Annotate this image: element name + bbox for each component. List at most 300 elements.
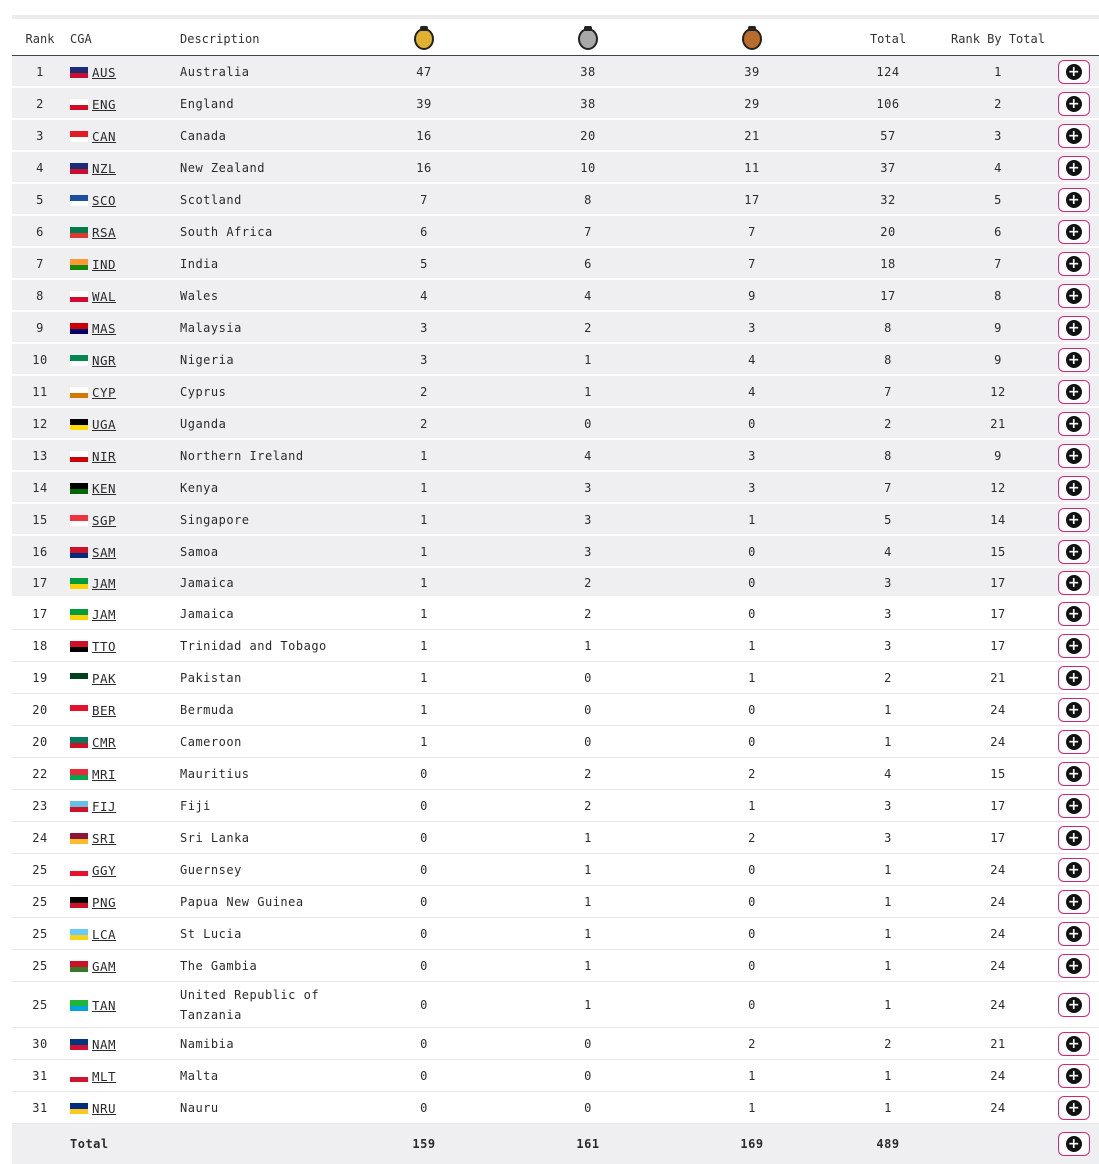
row-gold: 1 [420, 671, 428, 685]
plus-circle-icon: + [1067, 1068, 1081, 1084]
row-rank: 12 [32, 417, 48, 431]
row-description: Samoa [180, 545, 219, 559]
expand-row-button[interactable] [1058, 571, 1090, 595]
row-bronze: 1 [748, 799, 756, 813]
row-description: England [180, 97, 235, 111]
country-code-link[interactable]: SAM [92, 544, 117, 560]
flag-icon [70, 515, 88, 526]
row-rank-by-total: 24 [990, 703, 1006, 717]
plus-circle-icon: + [1067, 766, 1081, 782]
plus-circle-icon: + [1067, 862, 1081, 878]
row-cga [70, 152, 180, 184]
row-description: Namibia [180, 1037, 235, 1051]
row-gold: 2 [420, 417, 428, 431]
plus-circle-icon: + [1067, 192, 1081, 208]
country-code-link[interactable]: MAS [92, 320, 117, 336]
row-silver: 4 [584, 449, 592, 463]
expand-row-button[interactable] [1058, 316, 1090, 340]
row-rank-by-total: 24 [990, 959, 1006, 973]
country-code-link[interactable]: AUS [92, 64, 117, 80]
country-code-link[interactable]: RSA [92, 224, 117, 240]
row-description: Fiji [180, 799, 211, 813]
row-gold: 3 [420, 353, 428, 367]
row-gold: 39 [416, 97, 432, 111]
row-rank: 2 [36, 97, 44, 111]
row-rank-by-total: 4 [994, 161, 1002, 175]
country-code-link[interactable]: KEN [92, 480, 117, 496]
expand-row-button[interactable] [1058, 124, 1090, 148]
row-rank-by-total: 17 [990, 831, 1006, 845]
bronze-medal-icon [742, 28, 762, 50]
row-bronze: 11 [744, 161, 760, 175]
flag-icon [70, 131, 88, 142]
row-rank: 15 [32, 513, 48, 527]
row-description: Sri Lanka [180, 831, 250, 845]
row-description: The Gambia [180, 959, 258, 973]
row-cga [70, 790, 180, 822]
row-cga [70, 472, 180, 504]
flag-icon [70, 163, 88, 174]
expand-row-button[interactable] [1058, 60, 1090, 84]
row-gold: 16 [416, 129, 432, 143]
row-bronze: 0 [748, 895, 756, 909]
table-row [12, 120, 1099, 152]
header-description: Description [180, 31, 260, 46]
expand-row-button[interactable] [1058, 1032, 1090, 1056]
row-rank-by-total: 21 [990, 671, 1006, 685]
row-gold: 0 [420, 831, 428, 845]
row-cga [70, 56, 180, 88]
row-cga [70, 598, 180, 630]
row-rank: 6 [36, 225, 44, 239]
row-silver: 1 [584, 385, 592, 399]
row-description: Singapore [180, 513, 250, 527]
row-total: 7 [884, 481, 892, 495]
row-rank: 5 [36, 193, 44, 207]
row-bronze: 1 [748, 1101, 756, 1115]
row-description: United Republic of Tanzania [180, 988, 320, 1022]
expand-row-button[interactable] [1058, 602, 1090, 626]
totals-total: 489 [876, 1137, 900, 1151]
country-code-link[interactable]: NRU [92, 1100, 117, 1116]
plus-circle-icon: + [1067, 894, 1081, 910]
expand-row-button[interactable] [1058, 284, 1090, 308]
row-rank: 9 [36, 321, 44, 335]
flag-icon [70, 929, 88, 940]
country-code-link[interactable]: TTO [92, 638, 117, 654]
row-rank-by-total: 9 [994, 449, 1002, 463]
row-cga [70, 88, 180, 120]
row-rank-by-total: 17 [990, 607, 1006, 621]
row-bronze: 39 [744, 65, 760, 79]
plus-circle-icon: + [1067, 1036, 1081, 1052]
row-silver: 10 [580, 161, 596, 175]
expand-totals-button[interactable] [1058, 1132, 1090, 1156]
row-rank: 25 [32, 927, 48, 941]
row-rank-by-total: 24 [990, 1101, 1006, 1115]
flag-icon [70, 641, 88, 652]
row-rank-by-total: 7 [994, 257, 1002, 271]
row-rank: 14 [32, 481, 48, 495]
row-cga [70, 440, 180, 472]
flag-icon [70, 323, 88, 334]
row-bronze: 2 [748, 831, 756, 845]
country-code-link[interactable]: CMR [92, 734, 117, 750]
expand-row-button[interactable] [1058, 1064, 1090, 1088]
row-silver: 8 [584, 193, 592, 207]
row-rank-by-total: 24 [990, 998, 1006, 1012]
row-gold: 0 [420, 799, 428, 813]
plus-circle-icon: + [1067, 512, 1081, 528]
row-gold: 0 [420, 1101, 428, 1115]
row-gold: 0 [420, 1069, 428, 1083]
table-row [12, 822, 1099, 854]
row-bronze: 0 [748, 998, 756, 1012]
row-total: 37 [880, 161, 896, 175]
row-total: 2 [884, 671, 892, 685]
row-description: Cameroon [180, 735, 242, 749]
row-total: 1 [884, 735, 892, 749]
row-silver: 1 [584, 353, 592, 367]
row-bronze: 0 [748, 959, 756, 973]
row-cga [70, 120, 180, 152]
row-gold: 1 [420, 703, 428, 717]
expand-row-button[interactable] [1058, 92, 1090, 116]
flag-icon [70, 737, 88, 748]
row-silver: 0 [584, 417, 592, 431]
plus-circle-icon: + [1067, 96, 1081, 112]
row-silver: 1 [584, 927, 592, 941]
expand-row-button[interactable] [1058, 252, 1090, 276]
flag-icon [70, 483, 88, 494]
row-cga [70, 344, 180, 376]
country-code-link[interactable]: SGP [92, 512, 117, 528]
row-rank-by-total: 2 [994, 97, 1002, 111]
table-row [12, 886, 1099, 918]
row-silver: 3 [584, 481, 592, 495]
row-total: 1 [884, 927, 892, 941]
table-row [12, 248, 1099, 280]
row-rank-by-total: 24 [990, 895, 1006, 909]
row-rank: 7 [36, 257, 44, 271]
country-code-link[interactable]: NAM [92, 1036, 117, 1052]
plus-circle-icon: + [1067, 997, 1081, 1013]
row-silver: 0 [584, 735, 592, 749]
expand-row-button[interactable] [1058, 634, 1090, 658]
plus-circle-icon: + [1067, 448, 1081, 464]
row-bronze: 4 [748, 353, 756, 367]
row-silver: 1 [584, 895, 592, 909]
table-row [12, 854, 1099, 886]
row-total: 1 [884, 703, 892, 717]
row-description: Canada [180, 129, 227, 143]
expand-row-button[interactable] [1058, 826, 1090, 850]
country-code-link[interactable]: WAL [92, 288, 117, 304]
row-bronze: 0 [748, 703, 756, 717]
row-gold: 1 [420, 449, 428, 463]
row-silver: 0 [584, 1069, 592, 1083]
row-rank-by-total: 17 [990, 639, 1006, 653]
row-total: 1 [884, 863, 892, 877]
row-cga [70, 568, 180, 598]
row-silver: 2 [584, 607, 592, 621]
flag-icon [70, 259, 88, 270]
row-total: 3 [884, 831, 892, 845]
plus-circle-icon: + [1067, 224, 1081, 240]
plus-circle-icon: + [1067, 958, 1081, 974]
plus-circle-icon: + [1067, 702, 1081, 718]
row-rank: 16 [32, 545, 48, 559]
table-row [12, 950, 1099, 982]
table-row [12, 408, 1099, 440]
row-cga [70, 184, 180, 216]
row-rank-by-total: 9 [994, 353, 1002, 367]
row-rank: 25 [32, 959, 48, 973]
row-bronze: 1 [748, 671, 756, 685]
row-total: 3 [884, 576, 892, 590]
row-description: Wales [180, 289, 219, 303]
country-code-link[interactable]: CAN [92, 128, 117, 144]
country-code-link[interactable]: MRI [92, 766, 117, 782]
row-total: 1 [884, 1069, 892, 1083]
row-gold: 16 [416, 161, 432, 175]
row-rank-by-total: 12 [990, 385, 1006, 399]
row-gold: 0 [420, 998, 428, 1012]
plus-circle-icon: + [1067, 128, 1081, 144]
expand-row-button[interactable] [1058, 762, 1090, 786]
expand-row-button[interactable] [1058, 794, 1090, 818]
row-gold: 0 [420, 1037, 428, 1051]
row-description: India [180, 257, 219, 271]
expand-row-button[interactable] [1058, 698, 1090, 722]
flag-icon [70, 451, 88, 462]
table-row [12, 662, 1099, 694]
row-total: 7 [884, 385, 892, 399]
row-rank: 19 [32, 671, 48, 685]
row-silver: 4 [584, 289, 592, 303]
flag-icon [70, 1000, 88, 1011]
expand-row-button[interactable] [1058, 188, 1090, 212]
row-description: Mauritius [180, 767, 250, 781]
row-total: 8 [884, 449, 892, 463]
plus-circle-icon: + [1067, 320, 1081, 336]
row-silver: 6 [584, 257, 592, 271]
row-gold: 1 [420, 735, 428, 749]
country-code-link[interactable]: NIR [92, 448, 117, 464]
expand-row-button[interactable] [1058, 954, 1090, 978]
flag-icon [70, 897, 88, 908]
row-silver: 0 [584, 703, 592, 717]
row-gold: 4 [420, 289, 428, 303]
expand-row-button[interactable] [1058, 380, 1090, 404]
row-rank: 20 [32, 735, 48, 749]
country-code-link[interactable]: SCO [92, 192, 117, 208]
country-code-link[interactable]: PNG [92, 894, 117, 910]
flag-icon [70, 801, 88, 812]
table-row [12, 982, 1099, 1028]
flag-icon [70, 961, 88, 972]
expand-row-button[interactable] [1058, 476, 1090, 500]
row-cga [70, 504, 180, 536]
row-silver: 7 [584, 225, 592, 239]
row-cga [70, 726, 180, 758]
table-row [12, 918, 1099, 950]
row-total: 17 [880, 289, 896, 303]
plus-circle-icon: + [1067, 798, 1081, 814]
table-row [12, 726, 1099, 758]
totals-gold: 159 [412, 1137, 436, 1151]
row-gold: 2 [420, 385, 428, 399]
expand-row-button[interactable] [1058, 1096, 1090, 1120]
row-rank: 13 [32, 449, 48, 463]
row-bronze: 21 [744, 129, 760, 143]
row-cga [70, 694, 180, 726]
row-rank: 4 [36, 161, 44, 175]
expand-row-button[interactable] [1058, 540, 1090, 564]
row-bronze: 0 [748, 735, 756, 749]
table-row [12, 152, 1099, 184]
expand-row-button[interactable] [1058, 444, 1090, 468]
country-code-link[interactable]: PAK [92, 670, 117, 686]
country-code-link[interactable]: CYP [92, 384, 117, 400]
row-silver: 0 [584, 1101, 592, 1115]
row-gold: 7 [420, 193, 428, 207]
flag-icon [70, 673, 88, 684]
row-description: Jamaica [180, 576, 235, 590]
country-code-link[interactable]: GGY [92, 862, 117, 878]
row-cga [70, 630, 180, 662]
row-rank: 31 [32, 1069, 48, 1083]
row-description: Malta [180, 1069, 219, 1083]
country-code-link[interactable]: LCA [92, 926, 117, 942]
expand-row-button[interactable] [1058, 412, 1090, 436]
row-silver: 38 [580, 97, 596, 111]
row-total: 8 [884, 321, 892, 335]
row-description: Nauru [180, 1101, 219, 1115]
country-code-link[interactable]: ENG [92, 96, 117, 112]
table-row [12, 216, 1099, 248]
country-code-link[interactable]: FIJ [92, 798, 117, 814]
country-code-link[interactable]: GAM [92, 958, 117, 974]
table-row [12, 184, 1099, 216]
expand-row-button[interactable] [1058, 156, 1090, 180]
country-code-link[interactable]: MLT [92, 1068, 117, 1084]
row-bronze: 17 [744, 193, 760, 207]
row-rank-by-total: 1 [994, 65, 1002, 79]
row-rank: 24 [32, 831, 48, 845]
expand-row-button[interactable] [1058, 348, 1090, 372]
row-description: Uganda [180, 417, 227, 431]
flag-icon [70, 705, 88, 716]
table-header [12, 22, 1099, 56]
row-cga [70, 662, 180, 694]
row-rank-by-total: 17 [990, 799, 1006, 813]
table-row [12, 440, 1099, 472]
expand-row-button[interactable] [1058, 508, 1090, 532]
row-bronze: 0 [748, 927, 756, 941]
row-total: 106 [876, 97, 900, 111]
row-rank: 22 [32, 767, 48, 781]
row-total: 57 [880, 129, 896, 143]
plus-circle-icon: + [1067, 288, 1081, 304]
row-rank-by-total: 9 [994, 321, 1002, 335]
expand-row-button[interactable] [1058, 730, 1090, 754]
plus-circle-icon: + [1067, 1100, 1081, 1116]
row-rank-by-total: 21 [990, 417, 1006, 431]
country-code-link[interactable]: JAM [92, 606, 117, 622]
country-code-link[interactable]: JAM [92, 575, 117, 591]
row-description: Papua New Guinea [180, 895, 304, 909]
row-rank: 30 [32, 1037, 48, 1051]
flag-icon [70, 1103, 88, 1114]
row-bronze: 0 [748, 863, 756, 877]
expand-row-button[interactable] [1058, 922, 1090, 946]
country-code-link[interactable]: TAN [92, 997, 117, 1013]
row-description: Trinidad and Tobago [180, 639, 327, 653]
row-silver: 0 [584, 1037, 592, 1051]
row-silver: 1 [584, 639, 592, 653]
row-bronze: 1 [748, 639, 756, 653]
row-cga [70, 408, 180, 440]
row-cga [70, 854, 180, 886]
row-cga [70, 1028, 180, 1060]
table-row [12, 472, 1099, 504]
country-code-link[interactable]: SRI [92, 830, 117, 846]
row-bronze: 0 [748, 417, 756, 431]
row-description: Cyprus [180, 385, 227, 399]
row-silver: 38 [580, 65, 596, 79]
flag-icon [70, 578, 88, 589]
row-bronze: 7 [748, 257, 756, 271]
row-rank-by-total: 17 [990, 576, 1006, 590]
expand-row-button[interactable] [1058, 220, 1090, 244]
expand-row-button[interactable] [1058, 858, 1090, 882]
table-row [12, 344, 1099, 376]
row-silver: 1 [584, 998, 592, 1012]
row-cga [70, 1060, 180, 1092]
country-code-link[interactable]: UGA [92, 416, 117, 432]
row-rank: 1 [36, 65, 44, 79]
row-total: 8 [884, 353, 892, 367]
plus-circle-icon: + [1067, 670, 1081, 686]
country-code-link[interactable]: NZL [92, 160, 117, 176]
country-code-link[interactable]: NGR [92, 352, 117, 368]
expand-row-button[interactable] [1058, 666, 1090, 690]
table-row [12, 630, 1099, 662]
plus-circle-icon: + [1067, 352, 1081, 368]
expand-row-button[interactable] [1058, 890, 1090, 914]
row-silver: 1 [584, 959, 592, 973]
silver-medal-icon [578, 28, 598, 50]
row-gold: 1 [420, 607, 428, 621]
country-code-link[interactable]: IND [92, 256, 117, 272]
row-cga [70, 982, 180, 1028]
totals-silver: 161 [576, 1137, 600, 1151]
row-description: New Zealand [180, 161, 265, 175]
row-silver: 3 [584, 513, 592, 527]
row-bronze: 0 [748, 545, 756, 559]
row-cga [70, 1092, 180, 1124]
table-row [12, 504, 1099, 536]
row-bronze: 4 [748, 385, 756, 399]
row-bronze: 3 [748, 449, 756, 463]
plus-circle-icon: + [1067, 734, 1081, 750]
row-silver: 1 [584, 863, 592, 877]
row-cga [70, 280, 180, 312]
expand-row-button[interactable] [1058, 993, 1090, 1017]
country-code-link[interactable]: BER [92, 702, 117, 718]
row-silver: 3 [584, 545, 592, 559]
